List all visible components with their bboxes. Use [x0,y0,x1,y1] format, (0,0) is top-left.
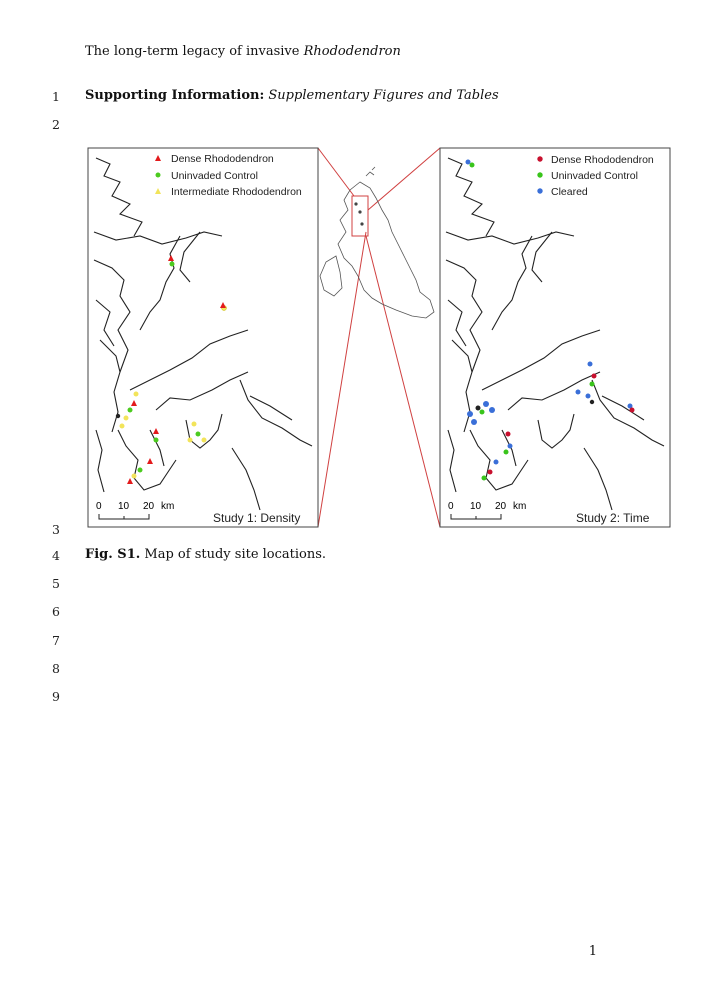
legend-intermediate: Intermediate Rhododendron [171,186,302,198]
line-number: 9 [52,689,60,704]
running-head-italic: Rhododendron [303,44,401,59]
page-number: 1 [588,944,597,959]
figure-caption [85,547,326,562]
line-number: 8 [52,661,60,676]
line-number: 1 [52,89,60,104]
uk-inset-map [320,167,434,318]
legend-uninvaded: Uninvaded Control [171,170,258,182]
map-panel-time [440,148,670,527]
heading-italic: Supplementary Figures and Tables [268,88,499,103]
legend-dense: Dense Rhododendron [551,154,654,166]
line-number: 7 [52,633,60,648]
line-number: 4 [52,548,60,563]
scale-tick: 20 [495,501,507,512]
line-number: 6 [52,604,60,619]
scale-tick: 20 [143,501,155,512]
caption-text: Map of study site locations. [140,547,327,562]
line-number: 2 [52,117,60,132]
study-2-label: Study 2: Time [576,511,650,525]
line-number: 5 [52,576,60,591]
line-number: 3 [52,522,60,537]
running-head-text: The long-term legacy of invasive [85,44,304,59]
scale-unit: km [161,501,175,512]
scale-tick: 0 [96,501,102,512]
scale-tick: 10 [118,501,130,512]
scale-unit: km [513,501,527,512]
heading-bold: Supporting Information: [85,88,265,103]
study-1-label: Study 1: Density [213,511,301,525]
map-panel-density [88,148,318,527]
scale-tick: 10 [470,501,482,512]
legend-uninvaded: Uninvaded Control [551,170,638,182]
caption-label: Fig. S1. [85,547,141,562]
scale-tick: 0 [448,501,454,512]
legend-cleared: Cleared [551,186,588,198]
legend-dense: Dense Rhododendron [171,153,274,165]
